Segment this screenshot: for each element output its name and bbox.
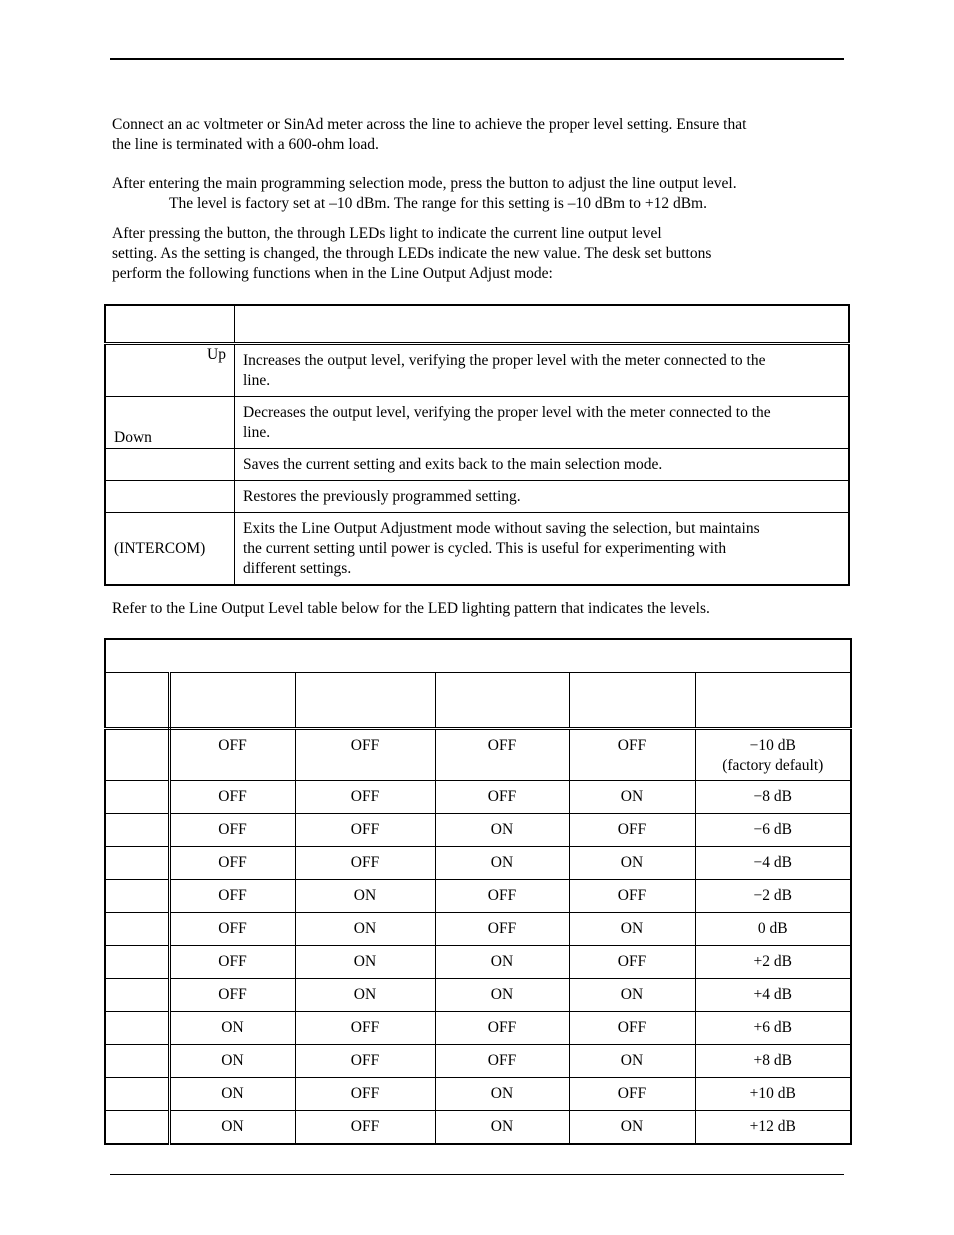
function-cell: Restores the previously programmed setting. <box>235 481 850 513</box>
level-cell: +6 dB <box>695 1012 851 1045</box>
row-label-cell <box>105 880 169 913</box>
led-state-cell: ON <box>295 913 435 946</box>
led-state-cell: OFF <box>569 729 695 781</box>
table-row <box>105 513 849 586</box>
line-output-level-table <box>104 638 852 1145</box>
led-state-cell: ON <box>435 1078 569 1111</box>
header-cell <box>695 673 851 729</box>
header-cell <box>435 673 569 729</box>
led-state-cell: OFF <box>169 880 295 913</box>
table-row <box>105 729 851 781</box>
table-row <box>105 1012 851 1045</box>
led-state-cell: ON <box>569 781 695 814</box>
row-label-cell <box>105 913 169 946</box>
led-state-cell: OFF <box>569 814 695 847</box>
led-state-cell: ON <box>295 880 435 913</box>
level-cell: −10 dB (factory default) <box>695 729 851 781</box>
button-name-cell <box>105 449 235 481</box>
led-state-cell: ON <box>569 913 695 946</box>
led-state-cell: ON <box>569 979 695 1012</box>
table-row <box>105 1045 851 1078</box>
led-state-cell: ON <box>295 979 435 1012</box>
header-cell <box>295 673 435 729</box>
led-state-cell: ON <box>435 979 569 1012</box>
led-state-cell: ON <box>435 847 569 880</box>
paragraph-refer-table: Refer to the Line Output Level table below for the LED lighting pattern that indicates the levels. <box>112 600 710 617</box>
row-label-cell <box>105 814 169 847</box>
button-name-cell: (INTERCOM) <box>105 513 235 586</box>
table-row <box>105 979 851 1012</box>
led-state-cell: OFF <box>295 1078 435 1111</box>
led-state-cell: OFF <box>435 913 569 946</box>
row-label-cell <box>105 1012 169 1045</box>
level-cell: +8 dB <box>695 1045 851 1078</box>
level-cell: 0 dB <box>695 913 851 946</box>
led-state-cell: OFF <box>169 729 295 781</box>
table-row <box>105 449 849 481</box>
header-cell-button <box>105 305 235 344</box>
led-state-cell: OFF <box>295 1012 435 1045</box>
row-label-cell <box>105 847 169 880</box>
header-cell <box>105 673 169 729</box>
row-label-cell <box>105 729 169 781</box>
led-state-cell: ON <box>435 814 569 847</box>
row-label-cell <box>105 946 169 979</box>
row-label-cell <box>105 979 169 1012</box>
led-state-cell: OFF <box>435 880 569 913</box>
table-row <box>105 814 851 847</box>
led-state-cell: OFF <box>295 1111 435 1145</box>
led-state-cell: OFF <box>169 946 295 979</box>
level-cell: +4 dB <box>695 979 851 1012</box>
level-cell: −6 dB <box>695 814 851 847</box>
led-state-cell: OFF <box>295 847 435 880</box>
led-state-cell: OFF <box>169 847 295 880</box>
function-cell: Saves the current setting and exits back to the main selection mode. <box>235 449 850 481</box>
header-cell <box>569 673 695 729</box>
table-header-row <box>105 673 851 729</box>
led-state-cell: OFF <box>169 979 295 1012</box>
led-state-cell: OFF <box>569 946 695 979</box>
led-state-cell: OFF <box>295 1045 435 1078</box>
paragraph-line-output-intro: After entering the main programming selection mode, press the button to adjust the line output level. The level is factory set at –10 dBm. The range for this setting is –10 dBm to +12 dBm. <box>112 175 737 212</box>
led-state-cell: OFF <box>435 1045 569 1078</box>
header-cell-function <box>235 305 850 344</box>
table-header-row <box>105 305 849 344</box>
led-state-cell: OFF <box>569 1012 695 1045</box>
header-rule <box>110 58 844 60</box>
led-state-cell: OFF <box>435 1012 569 1045</box>
table-row <box>105 913 851 946</box>
led-state-cell: OFF <box>169 913 295 946</box>
led-state-cell: OFF <box>169 814 295 847</box>
led-state-cell: ON <box>435 1111 569 1145</box>
led-state-cell: ON <box>169 1078 295 1111</box>
table-row <box>105 481 849 513</box>
level-cell: −4 dB <box>695 847 851 880</box>
row-label-cell <box>105 1078 169 1111</box>
led-state-cell: ON <box>435 946 569 979</box>
function-cell: Increases the output level, verifying the proper level with the meter connected to the line. <box>235 344 850 397</box>
header-cell <box>169 673 295 729</box>
button-function-table <box>104 304 850 586</box>
row-label-cell <box>105 1045 169 1078</box>
led-state-cell: OFF <box>295 814 435 847</box>
table-row <box>105 880 851 913</box>
led-state-cell: ON <box>169 1111 295 1145</box>
led-state-cell: OFF <box>569 880 695 913</box>
led-state-cell: OFF <box>295 729 435 781</box>
led-state-cell: ON <box>295 946 435 979</box>
table-row <box>105 344 849 397</box>
table-row <box>105 847 851 880</box>
level-cell: +10 dB <box>695 1078 851 1111</box>
paragraph-led-indication: After pressing the button, the through LEDs light to indicate the current line output level setting. As the setting is changed, the through LEDs indicate the new value. The desk set buttons perform the following functions when in the Line Output Adjust mode: <box>112 225 712 282</box>
table-title-cell <box>105 639 851 673</box>
button-name-cell: Up <box>105 344 235 397</box>
led-state-cell: OFF <box>295 781 435 814</box>
level-cell: −2 dB <box>695 880 851 913</box>
level-cell: +2 dB <box>695 946 851 979</box>
table-row <box>105 1078 851 1111</box>
led-state-cell: OFF <box>169 781 295 814</box>
level-table-body <box>105 729 851 1145</box>
button-name-cell: Down <box>105 397 235 449</box>
button-name-cell <box>105 481 235 513</box>
table-row <box>105 781 851 814</box>
table-row <box>105 946 851 979</box>
table-row <box>105 1111 851 1145</box>
led-state-cell: OFF <box>435 729 569 781</box>
led-state-cell: ON <box>569 1045 695 1078</box>
led-state-cell: ON <box>569 1111 695 1145</box>
level-cell: −8 dB <box>695 781 851 814</box>
led-state-cell: OFF <box>569 1078 695 1111</box>
led-state-cell: ON <box>169 1045 295 1078</box>
footer-rule <box>110 1174 844 1175</box>
led-state-cell: OFF <box>435 781 569 814</box>
led-state-cell: ON <box>569 847 695 880</box>
level-cell: +12 dB <box>695 1111 851 1145</box>
led-state-cell: ON <box>169 1012 295 1045</box>
table-title-row <box>105 639 851 673</box>
table-row <box>105 397 849 449</box>
row-label-cell <box>105 781 169 814</box>
row-label-cell <box>105 1111 169 1145</box>
function-cell: Exits the Line Output Adjustment mode without saving the selection, but maintains the current setting until power is cycled. This is useful for experimenting with different settings. <box>235 513 850 586</box>
function-cell: Decreases the output level, verifying the proper level with the meter connected to the line. <box>235 397 850 449</box>
paragraph-meter-setup: Connect an ac voltmeter or SinAd meter across the line to achieve the proper level setting. Ensure that the line is terminated with a 600-ohm load. <box>112 116 747 153</box>
